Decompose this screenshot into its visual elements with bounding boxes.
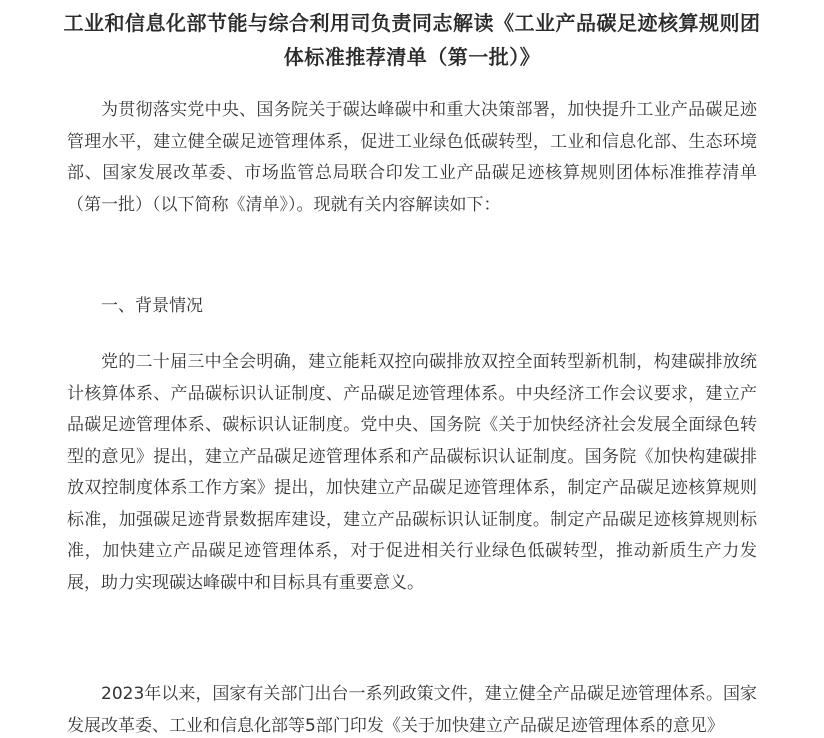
section-heading-background: 一、背景情况 bbox=[101, 296, 203, 316]
background-paragraph-1: 党的二十届三中全会明确，建立能耗双控向碳排放双控全面转型新机制，构建碳排放统计核算体系、产品碳标识认证制度、产品碳足迹管理体系。中央经济工作会议要求，建立产品碳足迹管理体系、碳标识认证制度。党中央、国务院《关于加快经济社会发展全面绿色转型的意见》提出，建立产品碳足迹管理体系和产品碳标识认证制度。国务院《加快构建碳排放双控制度体系工作方案》提出，加快建立产品碳足迹管理体系，制定产品碳足迹核算规则标准，加强碳足迹背景数据库建设，建立产品碳标识认证制度。制定产品碳足迹核算规则标准，加快建立产品碳足迹管理体系，对于促进相关行业绿色低碳转型，推动新质生产力发展，助力实现碳达峰碳中和目标具有重要意义。 bbox=[67, 352, 757, 593]
article-title: 工业和信息化部节能与综合利用司负责同志解读《工业产品碳足迹核算规则团体标准推荐清单（第一批）》 bbox=[63, 11, 761, 69]
background-paragraph-2: 2023年以来，国家有关部门出台一系列政策文件，建立健全产品碳足迹管理体系。国家发展改革委、工业和信息化部等5部门印发《关于加快建立产品碳足迹管理体系的意见》 bbox=[67, 684, 757, 736]
intro-paragraph: 为贯彻落实党中央、国务院关于碳达峰碳中和重大决策部署，加快提升工业产品碳足迹管理水平，建立健全碳足迹管理体系，促进工业绿色低碳转型，工业和信息化部、生态环境部、国家发展改革委、市场监管总局联合印发工业产品碳足迹核算规则团体标准推荐清单（第一批）（以下简称《清单》）。现就有关内容解读如下： bbox=[67, 100, 757, 215]
